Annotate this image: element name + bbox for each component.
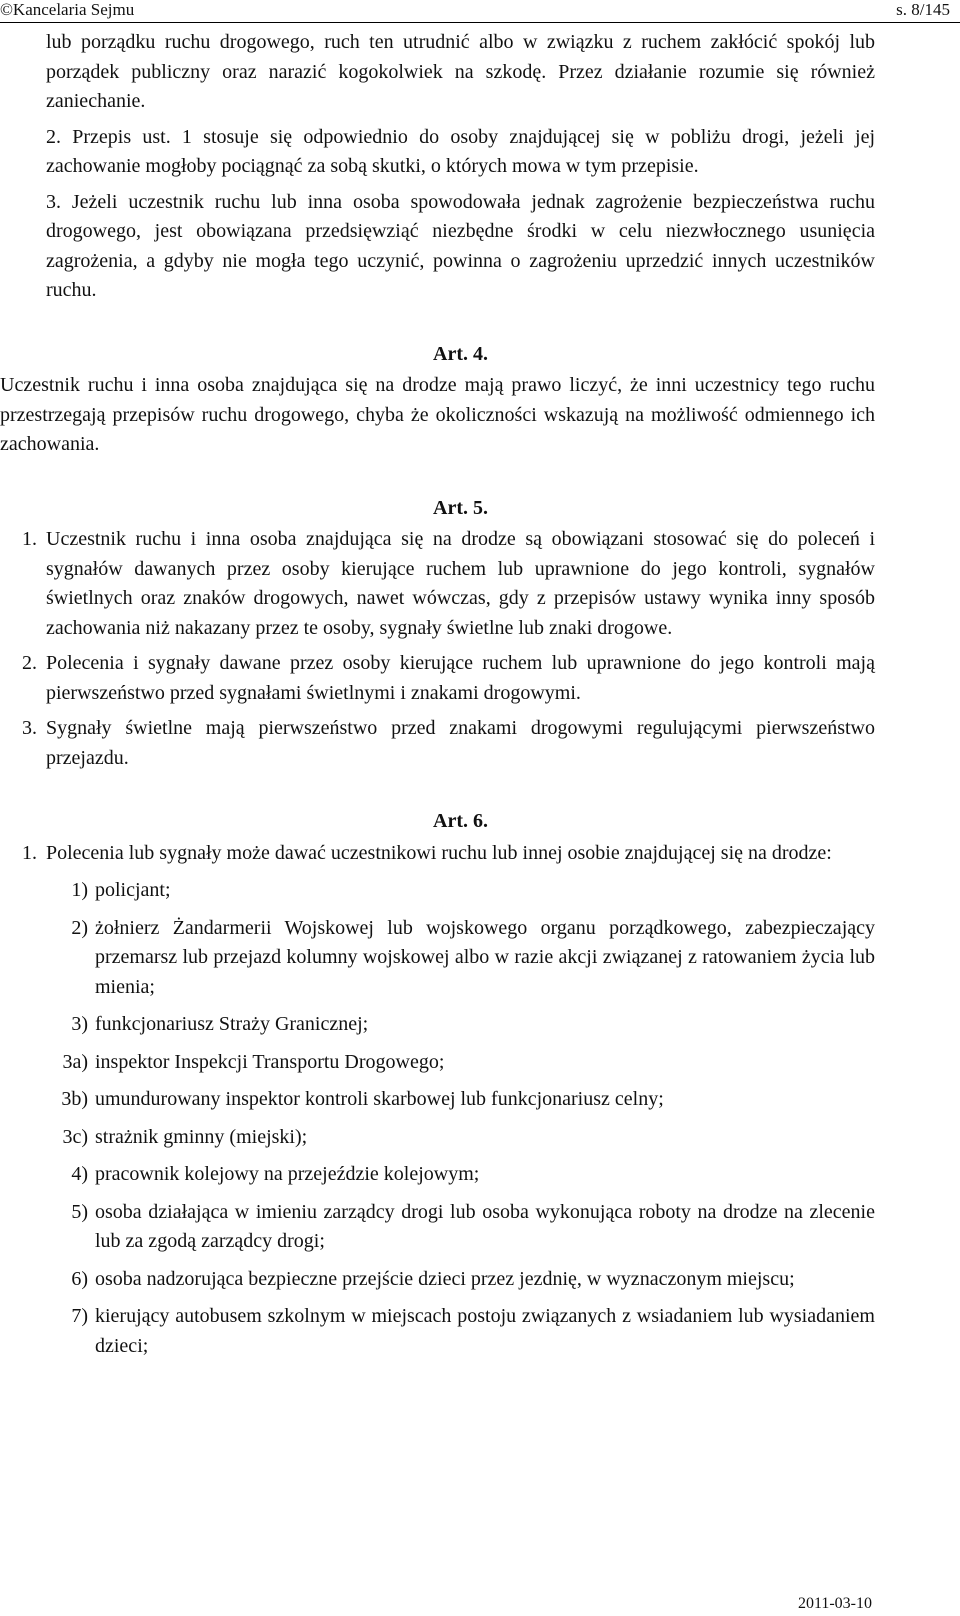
art6-heading: Art. 6.: [433, 810, 488, 832]
list-item-text: funkcjonariusz Straży Granicznej;: [95, 1013, 369, 1035]
list-item-number: 2): [71, 916, 88, 939]
paragraph-number: 1.: [22, 841, 37, 864]
list-item: [0, 1010, 875, 1040]
list-item-number: 7): [71, 1305, 88, 1327]
list-item-number: 3b): [61, 1088, 88, 1110]
art4-heading: Art. 4.: [433, 342, 488, 365]
list-item-number: 3a): [62, 1050, 88, 1073]
footer-date: 2011-03-10: [797, 1595, 872, 1612]
paragraph-text: Polecenia lub sygnały może dawać uczestnikowi ruchu lub innej osobie znajdującej się na drodze:: [46, 841, 832, 864]
document-body: [0, 28, 875, 1361]
list-item: [0, 1123, 875, 1153]
list-item-text: umundurowany inspektor kontroli skarbowej lub funkcjonariusz celny;: [95, 1088, 664, 1110]
list-item: [0, 876, 875, 906]
paragraph-text: Uczestnik ruchu i inna osoba znajdująca się na drodze są obowiązani stosować się do poleceń i sygnałów dawanych przez osoby kierujące ruchem lub uprawnione do jego kontroli, sygnałów świetlnych oraz znaków drogowych, nawet wówczas, gdy z przepisów ustawy wynika inny sposób zachowania niż nakazany przez te osoby, sygnały świetlne lub znaki drogowe.: [46, 528, 875, 639]
page-header: [0, 0, 960, 23]
list-item-number: 5): [71, 1200, 88, 1223]
paragraph-number: 1.: [22, 528, 37, 550]
art4-text: Uczestnik ruchu i inna osoba znajdująca się na drodze mają prawo liczyć, że inni uczestnicy tego ruchu przestrzegają przepisów ruchu drogowego, chyba że okoliczności wskazują na możliwość odmiennego ich zachowania.: [0, 374, 875, 455]
paragraph-number: 2.: [22, 652, 37, 674]
list-item-text: inspektor Inspekcji Transportu Drogowego;: [95, 1050, 445, 1073]
paragraph-number: 3.: [22, 717, 37, 739]
list-item-number: 4): [71, 1163, 88, 1185]
list-item-number: 3c): [62, 1125, 88, 1148]
paragraph-text: Sygnały świetlne mają pierwszeństwo przed znakami drogowymi regulującymi pierwszeństwo przejazdu.: [46, 717, 875, 769]
art3-continuation-paragraph: lub porządku ruchu drogowego, ruch ten utrudnić albo w związku z ruchem zakłócić spokój lub porządek publiczny oraz narazić kogokolwiek na szkodę. Przez działanie rozumie się również zaniechanie.: [46, 31, 875, 112]
list-item-number: 6): [71, 1267, 88, 1290]
list-item: [0, 1265, 875, 1295]
page-number: s. 8/145: [896, 0, 950, 19]
paragraph-text: Polecenia i sygnały dawane przez osoby kierujące ruchem lub uprawnione do jego kontroli mają pierwszeństwo przed sygnałami świetlnymi i znakami drogowymi.: [46, 652, 875, 704]
art3-paragraph-2: 2. Przepis ust. 1 stosuje się odpowiednio do osoby znajdującej się w pobliżu drogi, jeżeli jej zachowanie mogłoby pociągnąć za sobą skutki, o których mowa w tym przepisie.: [46, 125, 875, 177]
publisher-label: ©Kancelaria Sejmu: [0, 0, 135, 19]
list-item: [0, 1085, 875, 1115]
list-item-text: osoba nadzorująca bezpieczne przejście dzieci przez jezdnię, w wyznaczonym miejscu;: [95, 1267, 795, 1290]
list-item-text: osoba działająca w imieniu zarządcy drogi lub osoba wykonująca roboty na drodze na zlecenie lub za zgodą zarządcy drogi;: [95, 1200, 875, 1252]
list-item-number: 1): [71, 879, 88, 901]
art3-paragraph-3: 3. Jeżeli uczestnik ruchu lub inna osoba spowodowała jednak zagrożenie bezpieczeństwa ruchu drogowego, jest obowiązana przedsięwziąć niezbędne środki w celu niezwłocznego usunięcia zagrożenia, a gdyby nie mogła tego uczynić, powinna o zagrożeniu uprzedzić innych uczestników ruchu.: [46, 190, 875, 301]
list-item: [0, 914, 875, 1003]
art6-list: [0, 876, 875, 1361]
list-item: [0, 1198, 875, 1257]
art5-paragraph-2: [0, 649, 875, 708]
art5-heading: Art. 5.: [433, 496, 488, 519]
art6-paragraph-1: [0, 839, 875, 869]
art5-paragraph-3: [0, 714, 875, 773]
list-item: [0, 1302, 875, 1361]
list-item-text: strażnik gminny (miejski);: [95, 1125, 308, 1148]
list-item: [0, 1048, 875, 1078]
list-item-text: kierujący autobusem szkolnym w miejscach postoju związanych z wsiadaniem lub wysiadaniem dzieci;: [95, 1305, 875, 1357]
list-item-text: policjant;: [95, 879, 171, 901]
list-item: [0, 1160, 875, 1190]
list-item-text: pracownik kolejowy na przejeździe kolejowym;: [95, 1163, 480, 1185]
art5-paragraph-1: [0, 525, 875, 643]
list-item-text: żołnierz Żandarmerii Wojskowej lub wojskowego organu porządkowego, zabezpieczający przemarsz lub przejazd kolumny wojskowej albo w razie akcji związanej z ratowaniem życia lub mienia;: [95, 916, 875, 998]
list-item-number: 3): [71, 1013, 88, 1035]
